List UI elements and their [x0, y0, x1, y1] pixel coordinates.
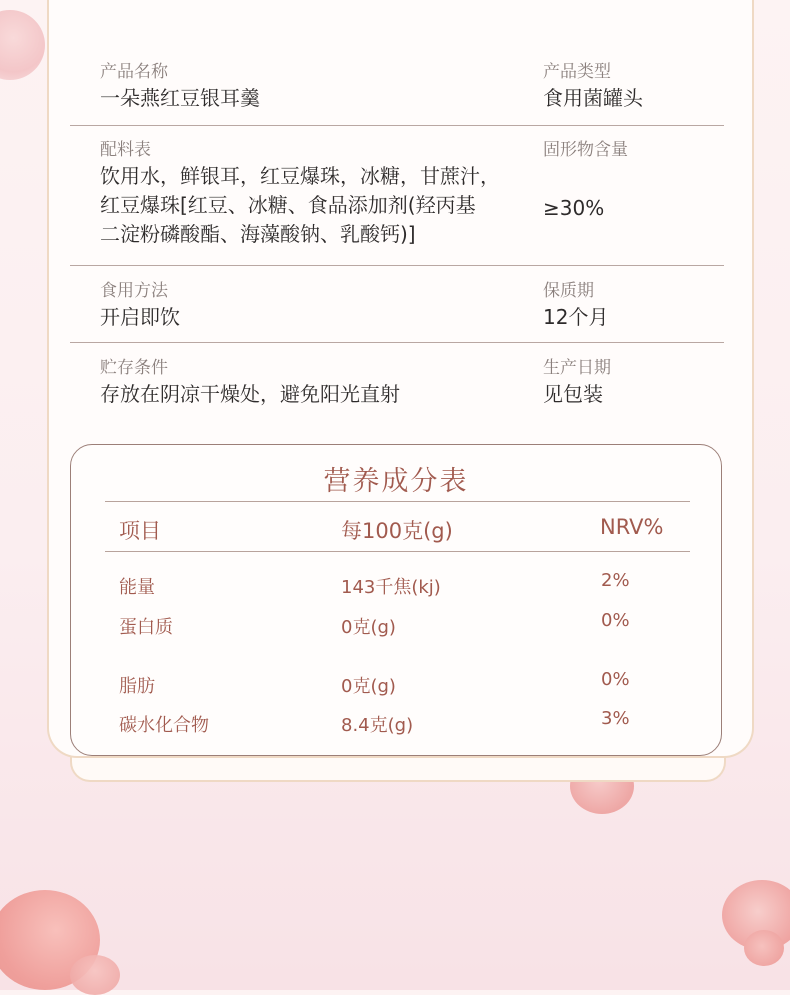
shelf-life-value: 12个月: [543, 305, 609, 329]
row-nrv: 3%: [601, 708, 630, 729]
production-date-label: 生产日期: [543, 358, 611, 378]
shelf-life-label: 保质期: [543, 281, 594, 301]
header-per100g: 每100克(g): [341, 519, 453, 543]
row-nrv: 0%: [601, 669, 630, 690]
info-row-usage-shelflife: [70, 266, 724, 343]
nutrition-facts-table: [70, 444, 722, 756]
production-date-value: 见包装: [543, 382, 603, 406]
solids-value-wrap: [543, 194, 604, 223]
row-item: 蛋白质: [119, 617, 173, 638]
product-type-label: 产品类型: [543, 62, 611, 82]
row-item: 脂肪: [119, 676, 155, 697]
usage-value: 开启即饮: [100, 305, 180, 329]
product-name-block: [100, 60, 260, 113]
header-nrv: NRV%: [600, 515, 664, 539]
info-row-ingredients-solids: [70, 126, 724, 266]
product-name-label: 产品名称: [100, 62, 168, 82]
row-per100g: 0克(g): [341, 676, 396, 697]
ingredients-line-2: 红豆爆珠[红豆、冰糖、食品添加剂(羟丙基: [100, 193, 476, 217]
red-bean-decoration: [70, 955, 120, 995]
info-row-storage-date: [70, 343, 724, 419]
usage-label: 食用方法: [100, 281, 168, 301]
row-nrv: 2%: [601, 570, 630, 591]
ingredients-label: 配料表: [100, 140, 151, 160]
nutrition-title: 营养成分表: [323, 466, 469, 497]
product-type-block: [543, 60, 643, 113]
solids-label: 固形物含量: [543, 140, 628, 160]
divider: [105, 501, 690, 502]
info-row-name-type: [70, 56, 724, 126]
storage-label: 贮存条件: [100, 358, 168, 378]
ingredients-line-3: 二淀粉磷酸酯、海藻酸钠、乳酸钙)]: [100, 222, 416, 246]
solids-block: [543, 138, 628, 162]
card-back-layer: [70, 754, 726, 782]
product-type-value: 食用菌罐头: [543, 86, 643, 110]
row-per100g: 143千焦(kj): [341, 577, 441, 598]
ingredients-line-1: 饮用水，鲜银耳，红豆爆珠，冰糖，甘蔗汁，: [100, 164, 500, 188]
red-bean-decoration: [0, 10, 45, 80]
ingredients-block: [100, 138, 500, 249]
row-item: 能量: [119, 577, 155, 598]
storage-block: [100, 356, 400, 409]
header-item: 项目: [119, 519, 161, 543]
row-per100g: 8.4克(g): [341, 715, 414, 736]
usage-block: [100, 279, 180, 332]
divider: [105, 551, 690, 552]
shelf-life-block: [543, 279, 608, 332]
product-name-value: 一朵燕红豆银耳羹: [100, 86, 260, 110]
storage-value: 存放在阴凉干燥处，避免阳光直射: [100, 382, 400, 406]
row-per100g: 0克(g): [341, 617, 396, 638]
solids-value: ≥30%: [543, 196, 605, 220]
red-bean-decoration: [744, 930, 784, 966]
production-date-block: [543, 356, 611, 409]
row-nrv: 0%: [601, 610, 630, 631]
row-item: 碳水化合物: [119, 715, 209, 736]
